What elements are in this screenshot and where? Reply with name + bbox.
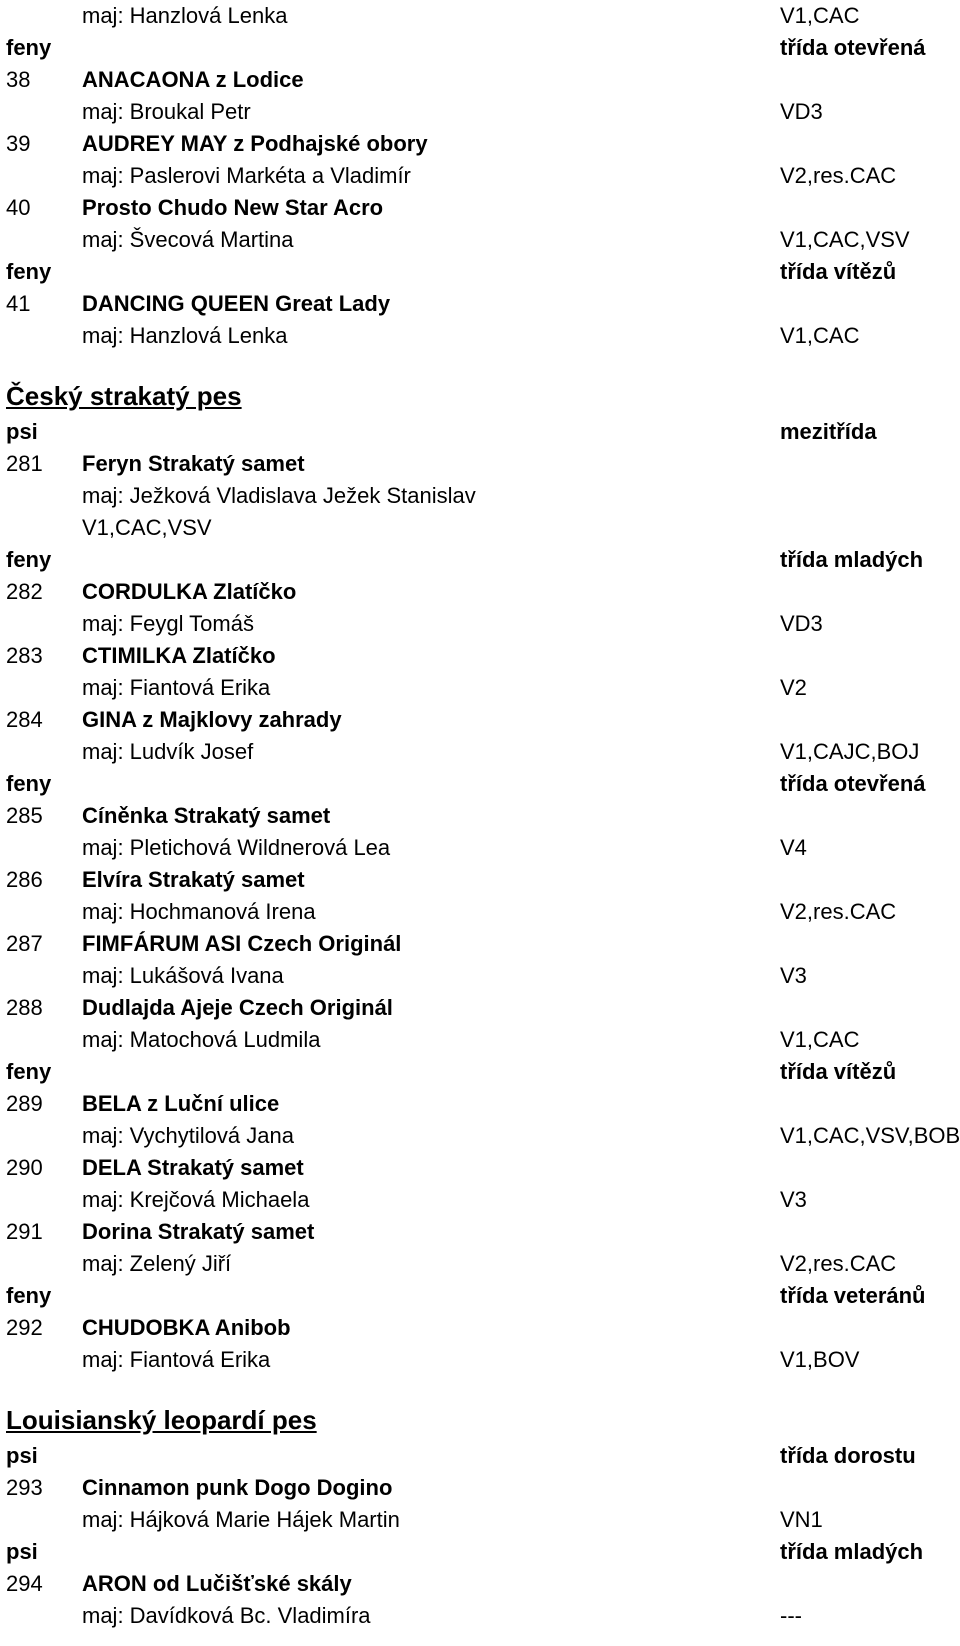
owner-row [0,512,960,544]
grade-result: V1,CAC [780,1027,860,1052]
owner-row [0,960,960,992]
sex-label: feny [6,35,52,60]
owner-name: maj: Hanzlová Lenka [82,323,288,348]
owner-name: maj: Feygl Tomáš [82,611,254,636]
class-header-row [0,1536,960,1568]
dog-name: BELA z Luční ulice [82,1091,280,1116]
sex-label: feny [6,547,52,572]
class-label: třída mladých [780,547,924,572]
catalog-number: 41 [6,291,31,316]
catalog-number: 285 [6,803,43,828]
dog-entry-row [0,128,960,160]
breed-heading-row [0,1376,960,1440]
catalog-number: 287 [6,931,43,956]
grade-result: V2,res.CAC [780,163,897,188]
catalog-number: 291 [6,1219,43,1244]
owner-row [0,832,960,864]
catalog-number: 292 [6,1315,43,1340]
catalog-number: 290 [6,1155,43,1180]
grade-result: --- [780,1603,802,1628]
dog-entry-row [0,1472,960,1504]
dog-entry-row [0,1312,960,1344]
dog-entry-row [0,704,960,736]
dog-entry-row [0,864,960,896]
catalog-number: 283 [6,643,43,668]
owner-name: maj: Hájková Marie Hájek Martin [82,1507,400,1532]
grade-result: V3 [780,1187,807,1212]
owner-name: maj: Ježková Vladislava Ježek Stanislav [82,483,476,508]
dog-name: Cinnamon punk Dogo Dogino [82,1475,393,1500]
catalog-number: 286 [6,867,43,892]
breed-heading-row [0,352,960,416]
owner-row [0,896,960,928]
owner-name: maj: Paslerovi Markéta a Vladimír [82,163,411,188]
dog-name: ARON od Lučišťské skály [82,1571,352,1596]
sex-label: feny [6,771,52,796]
owner-row [0,224,960,256]
owner-name: maj: Davídková Bc. Vladimíra [82,1603,371,1628]
grade-result: V1,CAC,VSV,BOB [780,1123,960,1148]
dog-name: DELA Strakatý samet [82,1155,304,1180]
grade-result: V1,CAC [780,3,860,28]
class-header-row [0,1280,960,1312]
dog-name: Dorina Strakatý samet [82,1219,315,1244]
catalog-number: 39 [6,131,31,156]
catalog-number: 281 [6,451,43,476]
owner-name: maj: Fiantová Erika [82,675,271,700]
dog-name: ANACAONA z Lodice [82,67,304,92]
class-label: třída otevřená [780,35,926,60]
owner-row [0,672,960,704]
grade-result: VN1 [780,1507,823,1532]
owner-row [0,480,960,512]
grade-result: V2,res.CAC [780,899,897,924]
grade-result: V2,res.CAC [780,1251,897,1276]
owner-row [0,96,960,128]
owner-name: maj: Pletichová Wildnerová Lea [82,835,391,860]
class-label: mezitřída [780,419,877,444]
grade-result: VD3 [780,99,823,124]
owner-row [0,1344,960,1376]
dog-name: Dudlajda Ajeje Czech Originál [82,995,393,1020]
class-label: třída mladých [780,1539,924,1564]
sex-label: psi [6,1443,38,1468]
sex-label: psi [6,419,38,444]
dog-name: CTIMILKA Zlatíčko [82,643,276,668]
owner-name: maj: Hanzlová Lenka [82,3,288,28]
owner-row [0,1120,960,1152]
breed-heading: Louisianský leopardí pes [6,1405,317,1435]
dog-name: GINA z Majklovy zahrady [82,707,342,732]
sex-label: feny [6,1059,52,1084]
owner-row [0,1184,960,1216]
dog-entry-row [0,576,960,608]
grade-result: V2 [780,675,807,700]
owner-name: V1,CAC,VSV [82,515,212,540]
class-header-row [0,544,960,576]
class-header-row [0,256,960,288]
owner-row [0,1600,960,1632]
catalog-number: 288 [6,995,43,1020]
sex-label: psi [6,1539,38,1564]
owner-row [0,608,960,640]
dog-entry-row [0,928,960,960]
dog-name: CHUDOBKA Anibob [82,1315,291,1340]
class-header-row [0,1440,960,1472]
owner-row [0,320,960,352]
dog-entry-row [0,1216,960,1248]
owner-name: maj: Matochová Ludmila [82,1027,321,1052]
class-label: třída vítězů [780,1059,897,1084]
owner-row [0,0,960,32]
owner-name: maj: Švecová Martina [82,227,294,252]
owner-name: maj: Hochmanová Irena [82,899,316,924]
grade-result: V1,BOV [780,1347,860,1372]
owner-row [0,1504,960,1536]
owner-name: maj: Vychytilová Jana [82,1123,294,1148]
catalog-number: 282 [6,579,43,604]
dog-entry-row [0,800,960,832]
owner-name: maj: Krejčová Michaela [82,1187,310,1212]
owner-name: maj: Lukášová Ivana [82,963,284,988]
class-label: třída veteránů [780,1283,926,1308]
grade-result: V1,CAC [780,323,860,348]
catalog-number: 289 [6,1091,43,1116]
dog-name: Prosto Chudo New Star Acro [82,195,384,220]
dog-entry-row [0,288,960,320]
grade-result: V1,CAJC,BOJ [780,739,920,764]
grade-result: V3 [780,963,807,988]
class-label: třída otevřená [780,771,926,796]
owner-row [0,736,960,768]
dog-name: Elvíra Strakatý samet [82,867,305,892]
owner-name: maj: Fiantová Erika [82,1347,271,1372]
class-label: třída dorostu [780,1443,916,1468]
grade-result: V1,CAC,VSV [780,227,910,252]
owner-row [0,160,960,192]
dog-name: AUDREY MAY z Podhajské obory [82,131,428,156]
dog-entry-row [0,192,960,224]
dog-entry-row [0,1088,960,1120]
owner-name: maj: Broukal Petr [82,99,251,124]
owner-name: maj: Ludvík Josef [82,739,254,764]
dog-name: FIMFÁRUM ASI Czech Originál [82,931,402,956]
dog-entry-row [0,992,960,1024]
class-header-row [0,768,960,800]
class-label: třída vítězů [780,259,897,284]
dog-entry-row [0,1152,960,1184]
dog-name: DANCING QUEEN Great Lady [82,291,391,316]
owner-name: maj: Zelený Jiří [82,1251,232,1276]
sex-label: feny [6,259,52,284]
catalog-number: 293 [6,1475,43,1500]
sex-label: feny [6,1283,52,1308]
dog-name: CORDULKA Zlatíčko [82,579,297,604]
class-header-row [0,416,960,448]
dog-entry-row [0,448,960,480]
class-header-row [0,1056,960,1088]
grade-result: V4 [780,835,807,860]
dog-entry-row [0,640,960,672]
dog-name: Cíněnka Strakatý samet [82,803,331,828]
catalog-number: 40 [6,195,31,220]
dog-name: Feryn Strakatý samet [82,451,305,476]
dog-entry-row [0,1568,960,1600]
owner-row [0,1248,960,1280]
catalog-number: 294 [6,1571,43,1596]
class-header-row [0,32,960,64]
owner-row [0,1024,960,1056]
catalog-number: 284 [6,707,43,732]
dog-entry-row [0,64,960,96]
catalog-number: 38 [6,67,31,92]
breed-heading: Český strakatý pes [6,381,242,411]
grade-result: VD3 [780,611,823,636]
